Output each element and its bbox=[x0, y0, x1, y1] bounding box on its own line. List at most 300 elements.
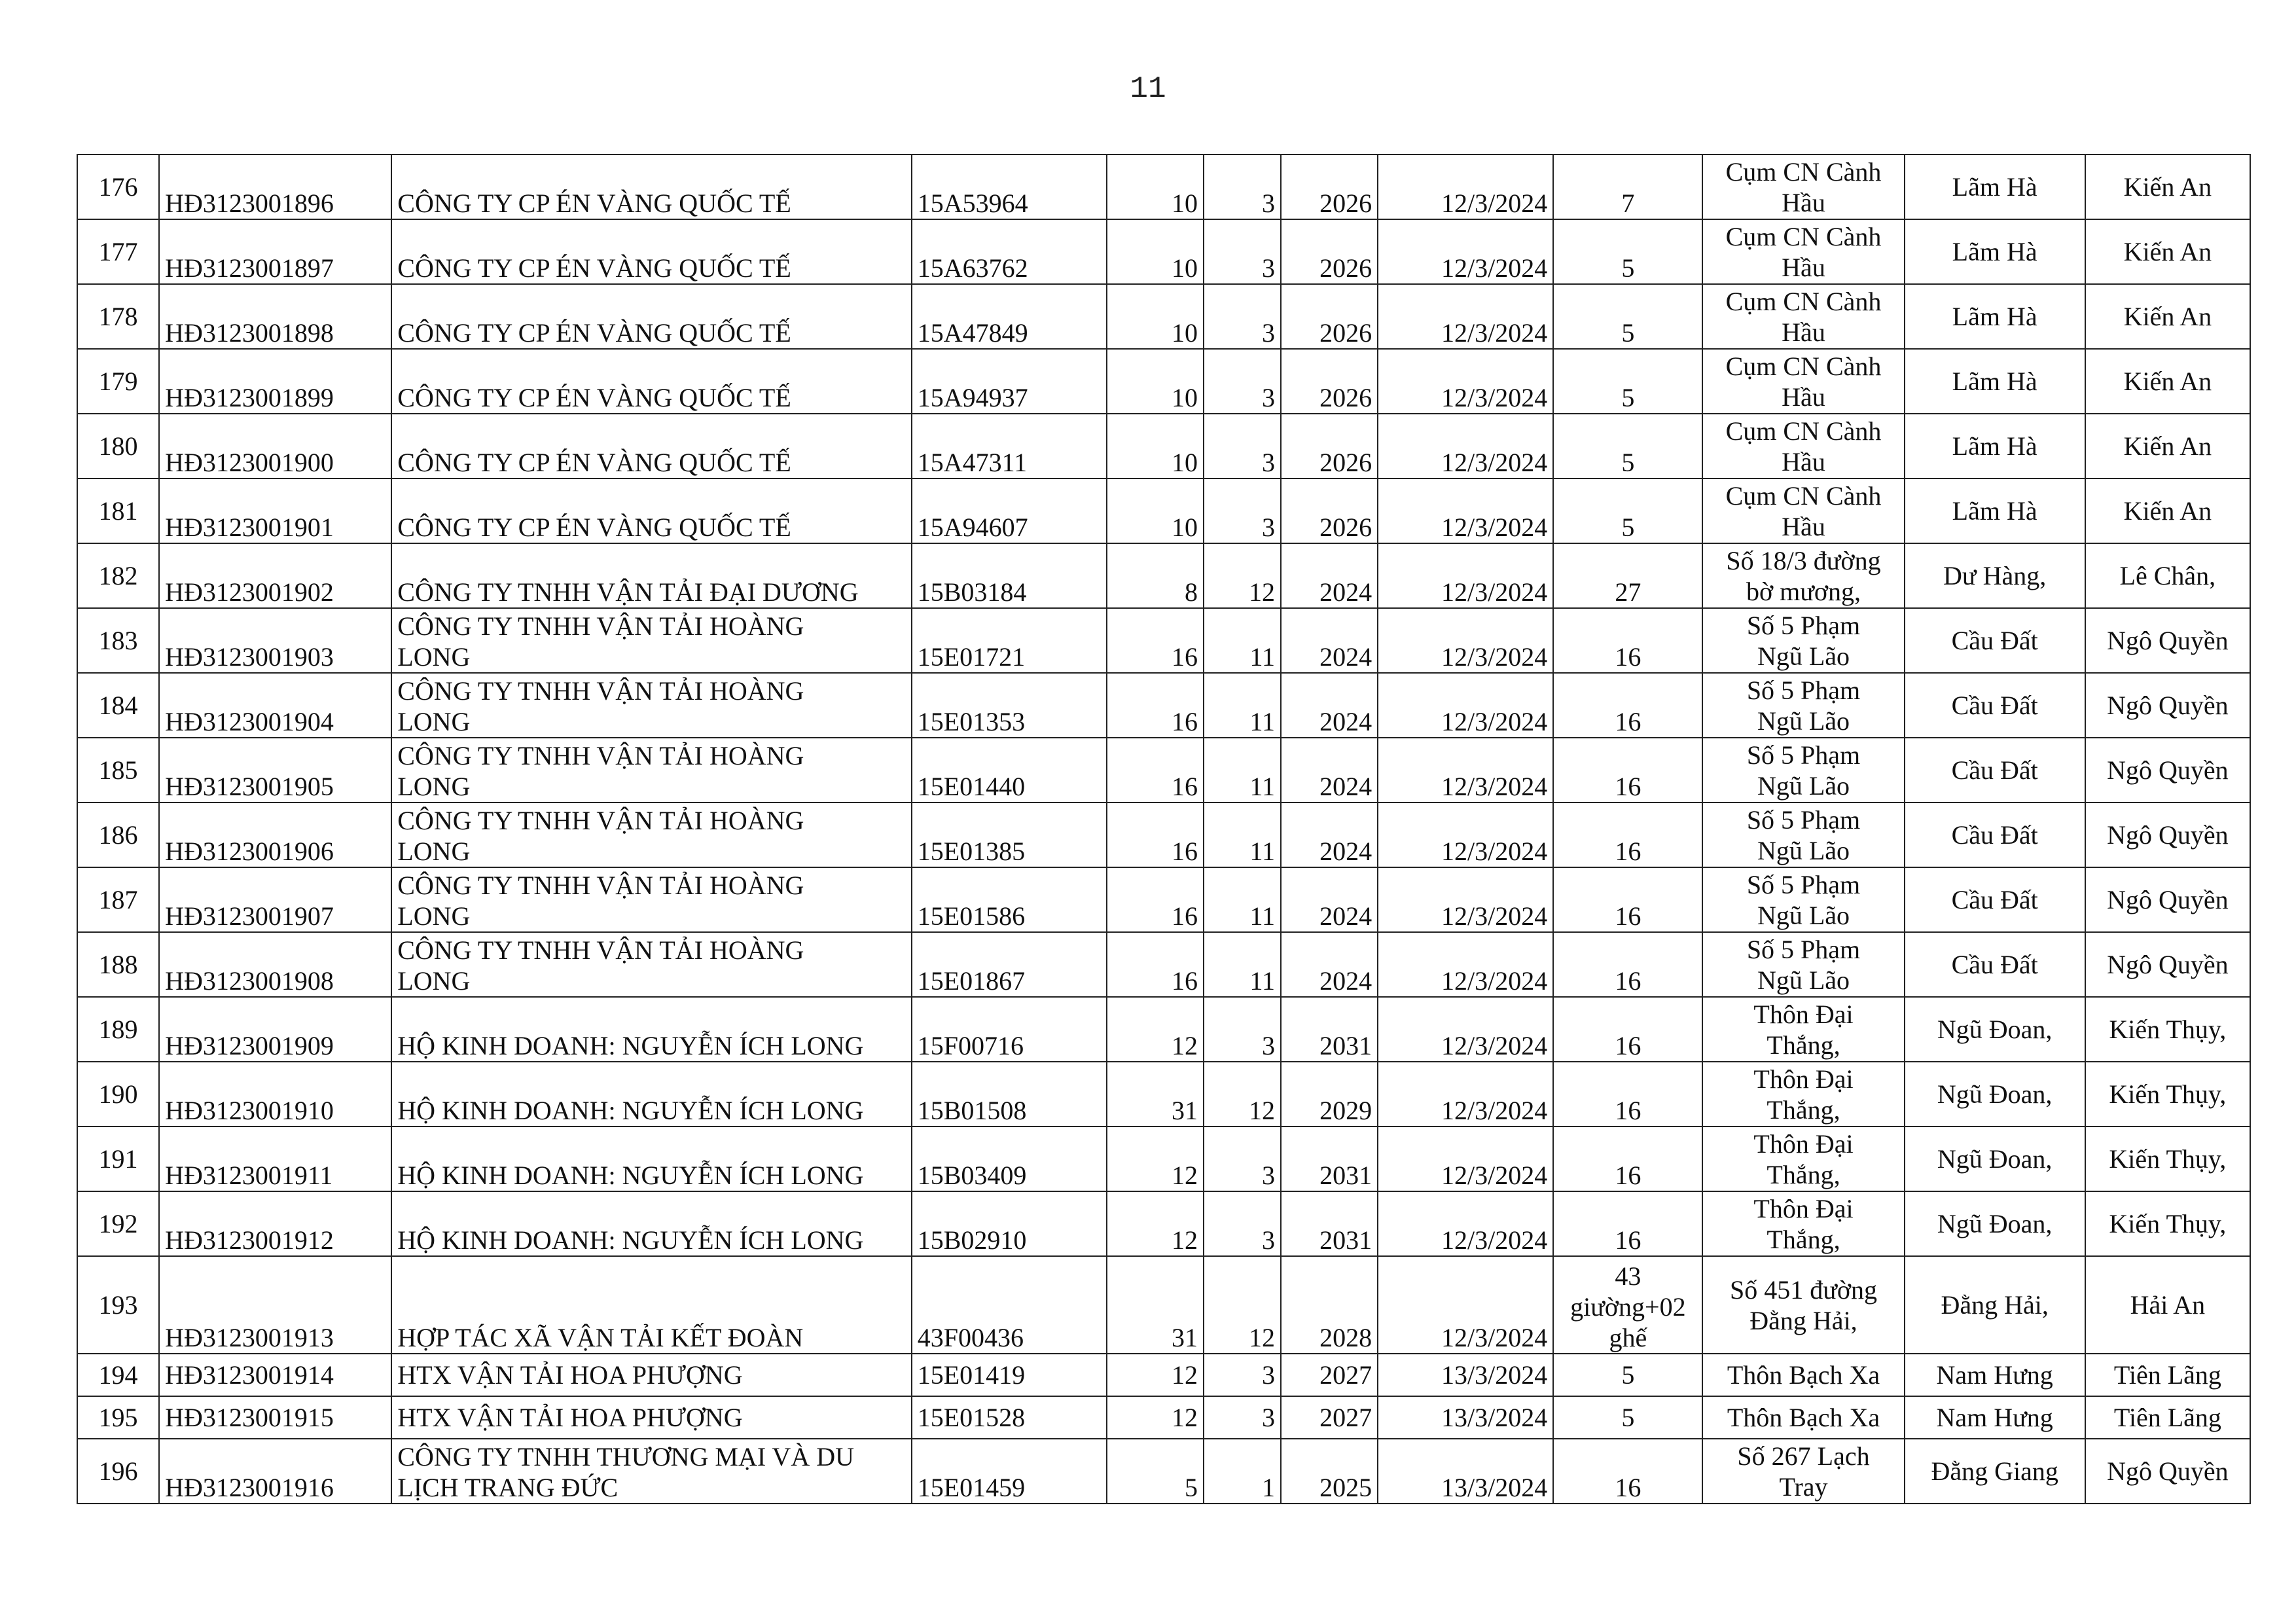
address-cell bbox=[1702, 932, 1904, 997]
seat-text: 16 bbox=[1615, 772, 1641, 801]
issue-date-cell: 12/3/2024 bbox=[1378, 738, 1553, 803]
address-text: Cụm CN Cành Hầu bbox=[1725, 416, 1882, 477]
address-cell bbox=[1702, 1354, 1904, 1396]
district-cell: Ngô Quyền bbox=[2085, 867, 2250, 932]
address-cell bbox=[1702, 673, 1904, 738]
ward-cell: Lãm Hà bbox=[1905, 154, 2085, 219]
contract-number-cell: HĐ3123001904 bbox=[159, 673, 391, 738]
expiry-day-cell: 5 bbox=[1107, 1439, 1204, 1504]
company-name-cell: HỘ KINH DOANH: NGUYỄN ÍCH LONG bbox=[391, 1127, 911, 1191]
table-row bbox=[77, 349, 2250, 414]
district-cell: Kiến An bbox=[2085, 284, 2250, 349]
license-plate-cell: 15A63762 bbox=[912, 219, 1107, 284]
page-number: 11 bbox=[1130, 72, 1166, 106]
address-cell bbox=[1702, 997, 1904, 1062]
seat-text: 16 bbox=[1615, 901, 1641, 931]
expiry-year-cell: 2027 bbox=[1281, 1396, 1378, 1439]
seat-count-cell bbox=[1553, 1191, 1702, 1256]
row-number-cell: 183 bbox=[77, 608, 159, 673]
seat-count-cell bbox=[1553, 543, 1702, 608]
expiry-day-cell: 10 bbox=[1107, 349, 1204, 414]
license-plate-cell: 15E01419 bbox=[912, 1354, 1107, 1396]
row-number-cell: 190 bbox=[77, 1062, 159, 1127]
license-plate-cell: 15E01528 bbox=[912, 1396, 1107, 1439]
table-row bbox=[77, 997, 2250, 1062]
license-plate-cell: 43F00436 bbox=[912, 1256, 1107, 1354]
address-text: Cụm CN Cành Hầu bbox=[1725, 221, 1882, 282]
expiry-day-cell: 16 bbox=[1107, 738, 1204, 803]
expiry-month-cell: 11 bbox=[1204, 673, 1281, 738]
issue-date-cell: 12/3/2024 bbox=[1378, 803, 1553, 867]
seat-text: 16 bbox=[1615, 1161, 1641, 1190]
expiry-year-cell: 2031 bbox=[1281, 1127, 1378, 1191]
address-text: Số 267 Lạch Tray bbox=[1737, 1441, 1870, 1502]
company-name-cell: CÔNG TY TNHH VẬN TẢI HOÀNG LONG bbox=[391, 867, 911, 932]
ward-cell: Lãm Hà bbox=[1905, 349, 2085, 414]
ward-cell: Nam Hưng bbox=[1905, 1354, 2085, 1396]
ward-cell: Lãm Hà bbox=[1905, 414, 2085, 478]
seat-count-cell bbox=[1553, 1354, 1702, 1396]
company-name-cell: HỘ KINH DOANH: NGUYỄN ÍCH LONG bbox=[391, 1062, 911, 1127]
license-plate-cell: 15E01440 bbox=[912, 738, 1107, 803]
table-row bbox=[77, 154, 2250, 219]
district-cell: Ngô Quyền bbox=[2085, 608, 2250, 673]
company-name-cell: CÔNG TY TNHH VẬN TẢI HOÀNG LONG bbox=[391, 738, 911, 803]
seat-text: 16 bbox=[1615, 837, 1641, 866]
expiry-day-cell: 12 bbox=[1107, 1354, 1204, 1396]
seat-count-cell bbox=[1553, 803, 1702, 867]
issue-date-cell: 13/3/2024 bbox=[1378, 1354, 1553, 1396]
issue-date-cell: 12/3/2024 bbox=[1378, 1191, 1553, 1256]
address-cell bbox=[1702, 738, 1904, 803]
issue-date-cell: 12/3/2024 bbox=[1378, 543, 1553, 608]
table-row bbox=[77, 1396, 2250, 1439]
contract-number-cell: HĐ3123001899 bbox=[159, 349, 391, 414]
ward-cell: Ngũ Đoan, bbox=[1905, 997, 2085, 1062]
seat-text: 16 bbox=[1615, 966, 1641, 996]
district-cell: Kiến An bbox=[2085, 154, 2250, 219]
seat-count-cell bbox=[1553, 154, 1702, 219]
company-name-cell: CÔNG TY CP ÉN VÀNG QUỐC TẾ bbox=[391, 414, 911, 478]
contract-number-cell: HĐ3123001898 bbox=[159, 284, 391, 349]
table-row bbox=[77, 414, 2250, 478]
address-text: Số 5 Phạm Ngũ Lão bbox=[1746, 869, 1861, 930]
contract-number-cell: HĐ3123001908 bbox=[159, 932, 391, 997]
expiry-month-cell: 11 bbox=[1204, 608, 1281, 673]
expiry-month-cell: 3 bbox=[1204, 284, 1281, 349]
expiry-year-cell: 2029 bbox=[1281, 1062, 1378, 1127]
ward-cell: Cầu Đất bbox=[1905, 608, 2085, 673]
expiry-year-cell: 2026 bbox=[1281, 284, 1378, 349]
license-plate-cell: 15F00716 bbox=[912, 997, 1107, 1062]
seat-text: 43 giường+02 ghế bbox=[1570, 1261, 1686, 1352]
table-row bbox=[77, 803, 2250, 867]
license-plate-cell: 15A47311 bbox=[912, 414, 1107, 478]
issue-date-cell: 12/3/2024 bbox=[1378, 1062, 1553, 1127]
row-number-cell: 195 bbox=[77, 1396, 159, 1439]
seat-count-cell bbox=[1553, 997, 1702, 1062]
seat-text: 5 bbox=[1621, 513, 1635, 542]
seat-text: 27 bbox=[1615, 577, 1641, 607]
row-number-cell: 191 bbox=[77, 1127, 159, 1191]
seat-text: 16 bbox=[1615, 1096, 1641, 1125]
ward-cell: Nam Hưng bbox=[1905, 1396, 2085, 1439]
seat-text: 5 bbox=[1621, 253, 1635, 283]
license-plate-cell: 15B02910 bbox=[912, 1191, 1107, 1256]
expiry-year-cell: 2031 bbox=[1281, 1191, 1378, 1256]
row-number-cell: 176 bbox=[77, 154, 159, 219]
ward-cell: Cầu Đất bbox=[1905, 867, 2085, 932]
seat-text: 16 bbox=[1615, 1225, 1641, 1255]
address-cell bbox=[1702, 1191, 1904, 1256]
issue-date-cell: 12/3/2024 bbox=[1378, 414, 1553, 478]
expiry-year-cell: 2028 bbox=[1281, 1256, 1378, 1354]
ward-cell: Cầu Đất bbox=[1905, 932, 2085, 997]
table-row bbox=[77, 867, 2250, 932]
expiry-year-cell: 2031 bbox=[1281, 997, 1378, 1062]
ward-cell: Đằng Hải, bbox=[1905, 1256, 2085, 1354]
license-plate-cell: 15E01459 bbox=[912, 1439, 1107, 1504]
expiry-month-cell: 11 bbox=[1204, 738, 1281, 803]
issue-date-cell: 12/3/2024 bbox=[1378, 867, 1553, 932]
table-row bbox=[77, 284, 2250, 349]
seat-count-cell bbox=[1553, 219, 1702, 284]
contract-number-cell: HĐ3123001909 bbox=[159, 997, 391, 1062]
issue-date-cell: 12/3/2024 bbox=[1378, 997, 1553, 1062]
address-text: Số 5 Phạm Ngũ Lão bbox=[1746, 740, 1861, 801]
ward-cell: Lãm Hà bbox=[1905, 478, 2085, 543]
seat-count-cell bbox=[1553, 738, 1702, 803]
seat-text: 16 bbox=[1615, 642, 1641, 672]
expiry-day-cell: 16 bbox=[1107, 608, 1204, 673]
expiry-day-cell: 12 bbox=[1107, 997, 1204, 1062]
row-number-cell: 189 bbox=[77, 997, 159, 1062]
district-cell: Lê Chân, bbox=[2085, 543, 2250, 608]
district-cell: Kiến An bbox=[2085, 219, 2250, 284]
issue-date-cell: 12/3/2024 bbox=[1378, 284, 1553, 349]
expiry-year-cell: 2026 bbox=[1281, 414, 1378, 478]
table-row bbox=[77, 478, 2250, 543]
license-plate-cell: 15B01508 bbox=[912, 1062, 1107, 1127]
address-text: Số 18/3 đường bờ mương, bbox=[1726, 545, 1881, 606]
district-cell: Kiến An bbox=[2085, 478, 2250, 543]
address-cell bbox=[1702, 803, 1904, 867]
seat-count-cell bbox=[1553, 932, 1702, 997]
seat-text: 5 bbox=[1621, 383, 1635, 412]
issue-date-cell: 12/3/2024 bbox=[1378, 673, 1553, 738]
expiry-year-cell: 2026 bbox=[1281, 349, 1378, 414]
company-name-cell: HTX VẬN TẢI HOA PHƯỢNG bbox=[391, 1354, 911, 1396]
seat-count-cell bbox=[1553, 414, 1702, 478]
ward-cell: Ngũ Đoan, bbox=[1905, 1127, 2085, 1191]
seat-text: 16 bbox=[1615, 707, 1641, 736]
license-plate-cell: 15A94937 bbox=[912, 349, 1107, 414]
license-plate-cell: 15A94607 bbox=[912, 478, 1107, 543]
company-name-cell: CÔNG TY TNHH VẬN TẢI HOÀNG LONG bbox=[391, 932, 911, 997]
address-text: Thôn Đại Thắng, bbox=[1753, 1064, 1854, 1125]
table-row bbox=[77, 932, 2250, 997]
table-row bbox=[77, 219, 2250, 284]
address-text: Số 5 Phạm Ngũ Lão bbox=[1746, 804, 1861, 865]
issue-date-cell: 12/3/2024 bbox=[1378, 154, 1553, 219]
license-plate-cell: 15E01385 bbox=[912, 803, 1107, 867]
district-cell: Kiến Thụy, bbox=[2085, 1191, 2250, 1256]
expiry-month-cell: 3 bbox=[1204, 478, 1281, 543]
district-cell: Tiên Lãng bbox=[2085, 1396, 2250, 1439]
expiry-month-cell: 3 bbox=[1204, 1396, 1281, 1439]
expiry-day-cell: 16 bbox=[1107, 803, 1204, 867]
contract-number-cell: HĐ3123001902 bbox=[159, 543, 391, 608]
table-row bbox=[77, 738, 2250, 803]
ward-cell: Cầu Đất bbox=[1905, 673, 2085, 738]
contract-number-cell: HĐ3123001903 bbox=[159, 608, 391, 673]
expiry-day-cell: 10 bbox=[1107, 284, 1204, 349]
company-name-cell: CÔNG TY CP ÉN VÀNG QUỐC TẾ bbox=[391, 349, 911, 414]
seat-count-cell bbox=[1553, 608, 1702, 673]
vehicle-contract-table bbox=[77, 154, 2251, 1504]
address-cell bbox=[1702, 1062, 1904, 1127]
license-plate-cell: 15E01721 bbox=[912, 608, 1107, 673]
company-name-cell: CÔNG TY TNHH VẬN TẢI ĐẠI DƯƠNG bbox=[391, 543, 911, 608]
contract-number-cell: HĐ3123001913 bbox=[159, 1256, 391, 1354]
expiry-year-cell: 2024 bbox=[1281, 867, 1378, 932]
expiry-month-cell: 1 bbox=[1204, 1439, 1281, 1504]
row-number-cell: 180 bbox=[77, 414, 159, 478]
contract-number-cell: HĐ3123001906 bbox=[159, 803, 391, 867]
contract-number-cell: HĐ3123001911 bbox=[159, 1127, 391, 1191]
seat-count-cell bbox=[1553, 1062, 1702, 1127]
row-number-cell: 188 bbox=[77, 932, 159, 997]
expiry-day-cell: 16 bbox=[1107, 673, 1204, 738]
expiry-day-cell: 10 bbox=[1107, 414, 1204, 478]
ward-cell: Cầu Đất bbox=[1905, 738, 2085, 803]
ward-cell: Lãm Hà bbox=[1905, 284, 2085, 349]
address-cell bbox=[1702, 219, 1904, 284]
contract-number-cell: HĐ3123001897 bbox=[159, 219, 391, 284]
table-row bbox=[77, 1127, 2250, 1191]
table-row bbox=[77, 1439, 2250, 1504]
address-text: Thôn Bạch Xa bbox=[1727, 1403, 1880, 1432]
expiry-day-cell: 10 bbox=[1107, 219, 1204, 284]
company-name-cell: HỘ KINH DOANH: NGUYỄN ÍCH LONG bbox=[391, 1191, 911, 1256]
ward-cell: Ngũ Đoan, bbox=[1905, 1191, 2085, 1256]
row-number-cell: 186 bbox=[77, 803, 159, 867]
seat-count-cell bbox=[1553, 349, 1702, 414]
license-plate-cell: 15B03409 bbox=[912, 1127, 1107, 1191]
contract-number-cell: HĐ3123001916 bbox=[159, 1439, 391, 1504]
row-number-cell: 184 bbox=[77, 673, 159, 738]
district-cell: Kiến An bbox=[2085, 349, 2250, 414]
expiry-year-cell: 2024 bbox=[1281, 543, 1378, 608]
row-number-cell: 194 bbox=[77, 1354, 159, 1396]
expiry-day-cell: 8 bbox=[1107, 543, 1204, 608]
company-name-cell: CÔNG TY CP ÉN VÀNG QUỐC TẾ bbox=[391, 154, 911, 219]
expiry-year-cell: 2026 bbox=[1281, 478, 1378, 543]
expiry-day-cell: 10 bbox=[1107, 478, 1204, 543]
issue-date-cell: 12/3/2024 bbox=[1378, 478, 1553, 543]
address-cell bbox=[1702, 1127, 1904, 1191]
row-number-cell: 187 bbox=[77, 867, 159, 932]
contract-number-cell: HĐ3123001896 bbox=[159, 154, 391, 219]
row-number-cell: 192 bbox=[77, 1191, 159, 1256]
address-cell bbox=[1702, 154, 1904, 219]
seat-text: 5 bbox=[1621, 1403, 1635, 1432]
district-cell: Ngô Quyền bbox=[2085, 803, 2250, 867]
row-number-cell: 196 bbox=[77, 1439, 159, 1504]
contract-number-cell: HĐ3123001912 bbox=[159, 1191, 391, 1256]
seat-count-cell bbox=[1553, 284, 1702, 349]
district-cell: Ngô Quyền bbox=[2085, 673, 2250, 738]
contract-number-cell: HĐ3123001907 bbox=[159, 867, 391, 932]
row-number-cell: 181 bbox=[77, 478, 159, 543]
address-text: Thôn Đại Thắng, bbox=[1753, 1128, 1854, 1189]
seat-count-cell bbox=[1553, 1396, 1702, 1439]
address-cell bbox=[1702, 1396, 1904, 1439]
address-text: Số 451 đường Đằng Hải, bbox=[1729, 1274, 1878, 1335]
address-text: Thôn Đại Thắng, bbox=[1753, 999, 1854, 1060]
company-name-cell: CÔNG TY TNHH THƯƠNG MẠI VÀ DU LỊCH TRANG ĐỨC bbox=[391, 1439, 911, 1504]
table-row bbox=[77, 1256, 2250, 1354]
company-name-cell: HỘ KINH DOANH: NGUYỄN ÍCH LONG bbox=[391, 997, 911, 1062]
seat-text: 5 bbox=[1621, 1360, 1635, 1390]
issue-date-cell: 13/3/2024 bbox=[1378, 1396, 1553, 1439]
contract-number-cell: HĐ3123001915 bbox=[159, 1396, 391, 1439]
expiry-year-cell: 2026 bbox=[1281, 154, 1378, 219]
issue-date-cell: 12/3/2024 bbox=[1378, 1127, 1553, 1191]
expiry-year-cell: 2024 bbox=[1281, 932, 1378, 997]
address-text: Cụm CN Cành Hầu bbox=[1725, 351, 1882, 412]
address-text: Số 5 Phạm Ngũ Lão bbox=[1746, 675, 1861, 736]
address-cell bbox=[1702, 1439, 1904, 1504]
expiry-year-cell: 2027 bbox=[1281, 1354, 1378, 1396]
issue-date-cell: 13/3/2024 bbox=[1378, 1439, 1553, 1504]
license-plate-cell: 15E01353 bbox=[912, 673, 1107, 738]
expiry-month-cell: 11 bbox=[1204, 803, 1281, 867]
expiry-day-cell: 12 bbox=[1107, 1396, 1204, 1439]
address-cell bbox=[1702, 1256, 1904, 1354]
company-name-cell: CÔNG TY TNHH VẬN TẢI HOÀNG LONG bbox=[391, 803, 911, 867]
expiry-year-cell: 2024 bbox=[1281, 608, 1378, 673]
issue-date-cell: 12/3/2024 bbox=[1378, 219, 1553, 284]
company-name-cell: CÔNG TY CP ÉN VÀNG QUỐC TẾ bbox=[391, 284, 911, 349]
address-cell bbox=[1702, 284, 1904, 349]
issue-date-cell: 12/3/2024 bbox=[1378, 1256, 1553, 1354]
district-cell: Kiến Thụy, bbox=[2085, 997, 2250, 1062]
company-name-cell: HTX VẬN TẢI HOA PHƯỢNG bbox=[391, 1396, 911, 1439]
table-row bbox=[77, 1354, 2250, 1396]
expiry-day-cell: 16 bbox=[1107, 867, 1204, 932]
license-plate-cell: 15E01867 bbox=[912, 932, 1107, 997]
table-row bbox=[77, 673, 2250, 738]
expiry-day-cell: 16 bbox=[1107, 932, 1204, 997]
ward-cell: Dư Hàng, bbox=[1905, 543, 2085, 608]
table-row bbox=[77, 608, 2250, 673]
table-row bbox=[77, 1062, 2250, 1127]
district-cell: Hải An bbox=[2085, 1256, 2250, 1354]
expiry-month-cell: 3 bbox=[1204, 1354, 1281, 1396]
expiry-month-cell: 11 bbox=[1204, 867, 1281, 932]
contract-number-cell: HĐ3123001901 bbox=[159, 478, 391, 543]
expiry-month-cell: 3 bbox=[1204, 1191, 1281, 1256]
contract-number-cell: HĐ3123001905 bbox=[159, 738, 391, 803]
row-number-cell: 179 bbox=[77, 349, 159, 414]
seat-count-cell bbox=[1553, 867, 1702, 932]
seat-count-cell bbox=[1553, 1127, 1702, 1191]
seat-count-cell bbox=[1553, 1439, 1702, 1504]
address-cell bbox=[1702, 414, 1904, 478]
company-name-cell: CÔNG TY TNHH VẬN TẢI HOÀNG LONG bbox=[391, 673, 911, 738]
address-text: Cụm CN Cành Hầu bbox=[1725, 286, 1882, 347]
seat-text: 16 bbox=[1615, 1031, 1641, 1060]
issue-date-cell: 12/3/2024 bbox=[1378, 608, 1553, 673]
company-name-cell: HỢP TÁC XÃ VẬN TẢI KẾT ĐOÀN bbox=[391, 1256, 911, 1354]
seat-text: 5 bbox=[1621, 448, 1635, 477]
expiry-month-cell: 12 bbox=[1204, 1062, 1281, 1127]
expiry-month-cell: 3 bbox=[1204, 997, 1281, 1062]
expiry-month-cell: 12 bbox=[1204, 543, 1281, 608]
expiry-day-cell: 31 bbox=[1107, 1062, 1204, 1127]
expiry-month-cell: 3 bbox=[1204, 154, 1281, 219]
expiry-month-cell: 3 bbox=[1204, 349, 1281, 414]
issue-date-cell: 12/3/2024 bbox=[1378, 349, 1553, 414]
address-text: Thôn Bạch Xa bbox=[1727, 1360, 1880, 1390]
expiry-year-cell: 2024 bbox=[1281, 738, 1378, 803]
table-row bbox=[77, 1191, 2250, 1256]
row-number-cell: 185 bbox=[77, 738, 159, 803]
district-cell: Tiên Lãng bbox=[2085, 1354, 2250, 1396]
expiry-day-cell: 12 bbox=[1107, 1191, 1204, 1256]
license-plate-cell: 15A53964 bbox=[912, 154, 1107, 219]
ward-cell: Cầu Đất bbox=[1905, 803, 2085, 867]
contract-number-cell: HĐ3123001900 bbox=[159, 414, 391, 478]
expiry-year-cell: 2024 bbox=[1281, 803, 1378, 867]
table-row bbox=[77, 543, 2250, 608]
address-text: Số 5 Phạm Ngũ Lão bbox=[1746, 610, 1861, 671]
ward-cell: Đằng Giang bbox=[1905, 1439, 2085, 1504]
expiry-month-cell: 3 bbox=[1204, 414, 1281, 478]
license-plate-cell: 15E01586 bbox=[912, 867, 1107, 932]
contract-number-cell: HĐ3123001914 bbox=[159, 1354, 391, 1396]
expiry-day-cell: 12 bbox=[1107, 1127, 1204, 1191]
address-text: Số 5 Phạm Ngũ Lão bbox=[1746, 934, 1861, 995]
district-cell: Kiến Thụy, bbox=[2085, 1127, 2250, 1191]
expiry-day-cell: 10 bbox=[1107, 154, 1204, 219]
expiry-month-cell: 3 bbox=[1204, 219, 1281, 284]
company-name-cell: CÔNG TY TNHH VẬN TẢI HOÀNG LONG bbox=[391, 608, 911, 673]
seat-count-cell bbox=[1553, 1256, 1702, 1354]
ward-cell: Lãm Hà bbox=[1905, 219, 2085, 284]
expiry-year-cell: 2025 bbox=[1281, 1439, 1378, 1504]
table-body bbox=[77, 154, 2250, 1504]
address-cell bbox=[1702, 608, 1904, 673]
expiry-day-cell: 31 bbox=[1107, 1256, 1204, 1354]
seat-text: 5 bbox=[1621, 318, 1635, 348]
row-number-cell: 178 bbox=[77, 284, 159, 349]
ward-cell: Ngũ Đoan, bbox=[1905, 1062, 2085, 1127]
district-cell: Kiến An bbox=[2085, 414, 2250, 478]
address-text: Cụm CN Cành Hầu bbox=[1725, 156, 1882, 217]
district-cell: Ngô Quyền bbox=[2085, 1439, 2250, 1504]
row-number-cell: 182 bbox=[77, 543, 159, 608]
contract-number-cell: HĐ3123001910 bbox=[159, 1062, 391, 1127]
seat-text: 7 bbox=[1621, 189, 1635, 218]
district-cell: Ngô Quyền bbox=[2085, 738, 2250, 803]
expiry-year-cell: 2026 bbox=[1281, 219, 1378, 284]
district-cell: Ngô Quyền bbox=[2085, 932, 2250, 997]
expiry-month-cell: 12 bbox=[1204, 1256, 1281, 1354]
row-number-cell: 193 bbox=[77, 1256, 159, 1354]
seat-count-cell bbox=[1553, 673, 1702, 738]
